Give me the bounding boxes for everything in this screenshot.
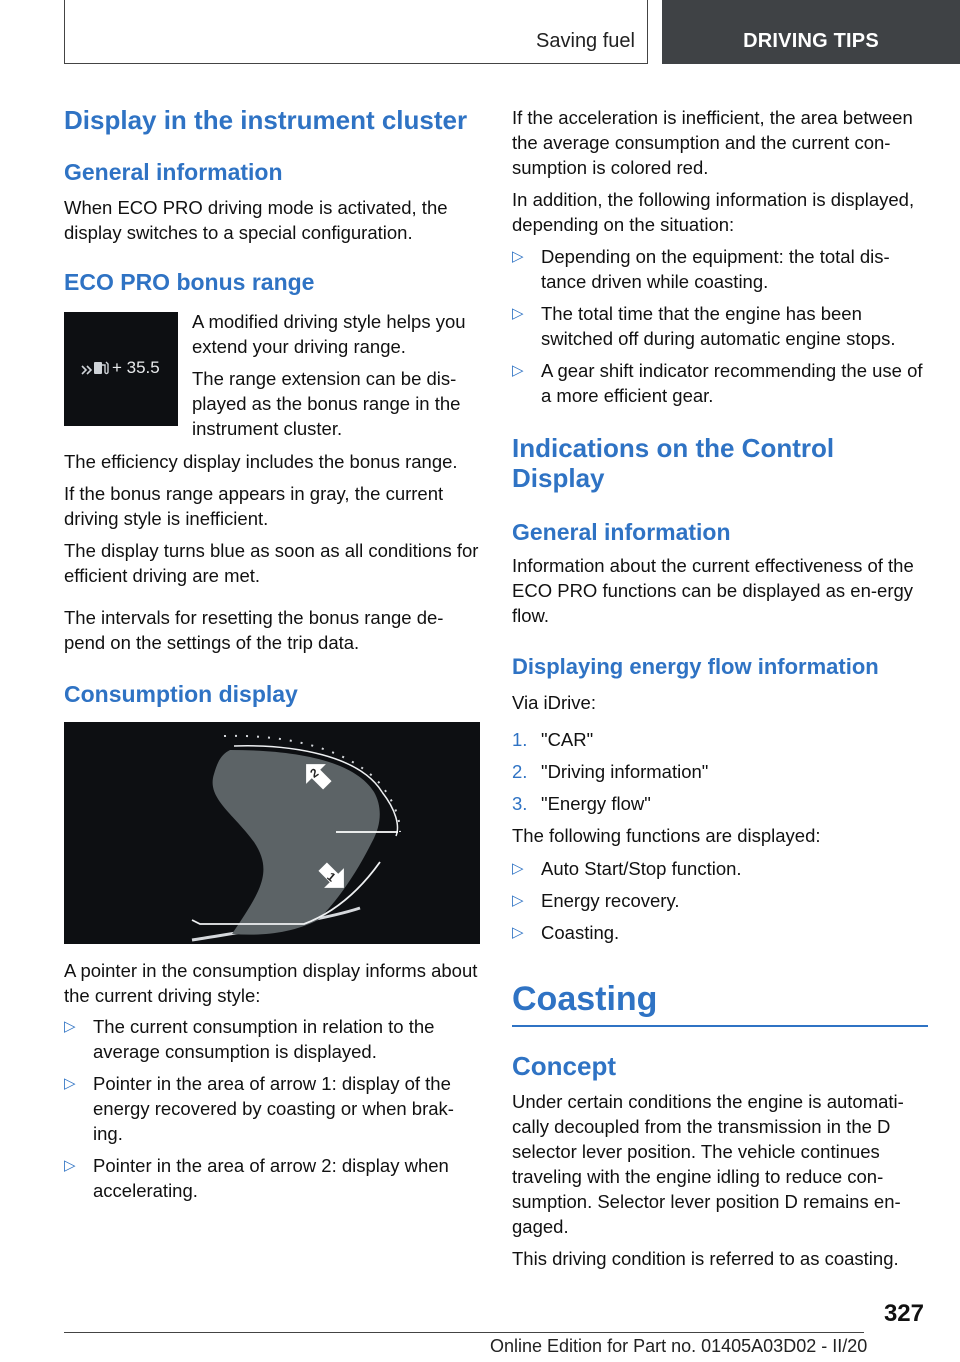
list-item: ▷ Energy recovery. <box>512 890 680 911</box>
list-item: ▷ A gear shift indicator recommending the use of a more efficient gear. <box>512 360 923 406</box>
paragraph-blue: The display turns blue as soon as all conditions for efficient driving are met. <box>64 540 479 586</box>
list-item: 1. "CAR" <box>512 729 594 750</box>
list-item: ▷ Depending on the equipment: the total dis-tance driven while coasting. <box>512 246 890 292</box>
heading-display-instrument-cluster: Display in the instrument cluster <box>64 105 468 135</box>
triangle-bullet-icon: ▷ <box>512 305 524 322</box>
consumption-display-image <box>64 722 480 944</box>
header-section-title: Saving fuel <box>536 30 635 52</box>
list-item: 2. "Driving information" <box>512 761 709 782</box>
paragraph-referred: This driving condition is referred to as coasting. <box>512 1248 899 1269</box>
arrow-1-label: 1 <box>324 869 339 885</box>
heading-consumption-display: Consumption display <box>64 681 298 707</box>
paragraph-efficiency: The efficiency display includes the bonus range. <box>64 451 458 472</box>
info-bullets <box>512 244 928 408</box>
triangle-bullet-icon: ▷ <box>512 924 524 941</box>
paragraph-gray: If the bonus range appears in gray, the current driving style is inefficient. <box>64 483 444 529</box>
header-chapter-tab: DRIVING TIPS <box>662 0 960 64</box>
triangle-bullet-icon: ▷ <box>512 248 524 265</box>
paragraph-bonus-2: The range extension can be dis-played as the bonus range in the instrument cluster. <box>192 368 461 439</box>
triangle-bullet-icon: ▷ <box>64 1018 76 1035</box>
paragraph-general-2: Information about the current effectiveness of the ECO PRO functions can be displayed as en-ergy flow. <box>512 555 914 626</box>
paragraph-pointer: A pointer in the consumption display informs about the current driving style: <box>64 960 478 1006</box>
heading-general-information-2: General information <box>512 519 731 545</box>
arrow-2-label: 2 <box>307 765 322 781</box>
consumption-gauge-graphic <box>64 722 480 944</box>
paragraph-general: When ECO PRO driving mode is activated, the display switches to a special configuration. <box>64 197 448 243</box>
footer-divider <box>64 1332 864 1333</box>
eco-pro-bonus-image <box>64 312 178 426</box>
consumption-bullets <box>64 1014 480 1203</box>
paragraph-concept: Under certain conditions the engine is automati-cally decoupled from the transmission in the D selector lever position. The vehicle continues traveling with the engine idling to reduce con-sumption. Selector lever position D remains en-gaged. <box>512 1091 904 1237</box>
list-item: 3. "Energy flow" <box>512 793 651 814</box>
list-item: ▷ The total time that the engine has been switched off during automatic engine stops. <box>512 303 896 349</box>
heading-energy-flow: Displaying energy flow information <box>512 654 879 679</box>
eco-bonus-value: + 35.5 <box>112 358 160 377</box>
paragraph-acceleration: If the acceleration is inefficient, the area between the average consumption and the current con-sumption is colored red. <box>512 107 913 178</box>
function-bullets <box>512 856 928 945</box>
paragraph-addition: In addition, the following information is displayed, depending on the situation: <box>512 189 915 235</box>
triangle-bullet-icon: ▷ <box>512 362 524 379</box>
triangle-bullet-icon: ▷ <box>64 1075 76 1092</box>
header-section-box <box>64 0 648 64</box>
list-item: ▷ Auto Start/Stop function. <box>512 858 742 879</box>
paragraph-following: The following functions are displayed: <box>512 825 821 846</box>
list-item: ▷ Coasting. <box>512 922 620 943</box>
list-item: ▷ Pointer in the area of arrow 2: display when accelerating. <box>64 1155 449 1201</box>
heading-concept: Concept <box>512 1051 616 1081</box>
heading-coasting: Coasting <box>512 980 928 1027</box>
paragraph-bonus-1: A modified driving style helps you extend your driving range. <box>192 311 466 357</box>
list-item: ▷ The current consumption in relation to the average consumption is displayed. <box>64 1016 435 1062</box>
paragraph-via-idrive: Via iDrive: <box>512 692 596 713</box>
triangle-bullet-icon: ▷ <box>64 1157 76 1174</box>
page-number: 327 <box>883 1300 924 1327</box>
paragraph-intervals: The intervals for resetting the bonus range de-pend on the settings of the trip data. <box>64 607 444 653</box>
triangle-bullet-icon: ▷ <box>512 892 524 909</box>
idrive-steps <box>512 727 928 816</box>
footer-edition: Online Edition for Part no. 01405A03D02 - II/20 <box>490 1336 868 1356</box>
heading-eco-pro-bonus-range: ECO PRO bonus range <box>64 269 315 295</box>
heading-general-information: General information <box>64 159 283 185</box>
list-item: ▷ Pointer in the area of arrow 1: display of the energy recovered by coasting or when brak-ing. <box>64 1073 454 1144</box>
heading-indications-control-display: Indications on the Control Display <box>512 433 835 493</box>
triangle-bullet-icon: ▷ <box>512 860 524 877</box>
